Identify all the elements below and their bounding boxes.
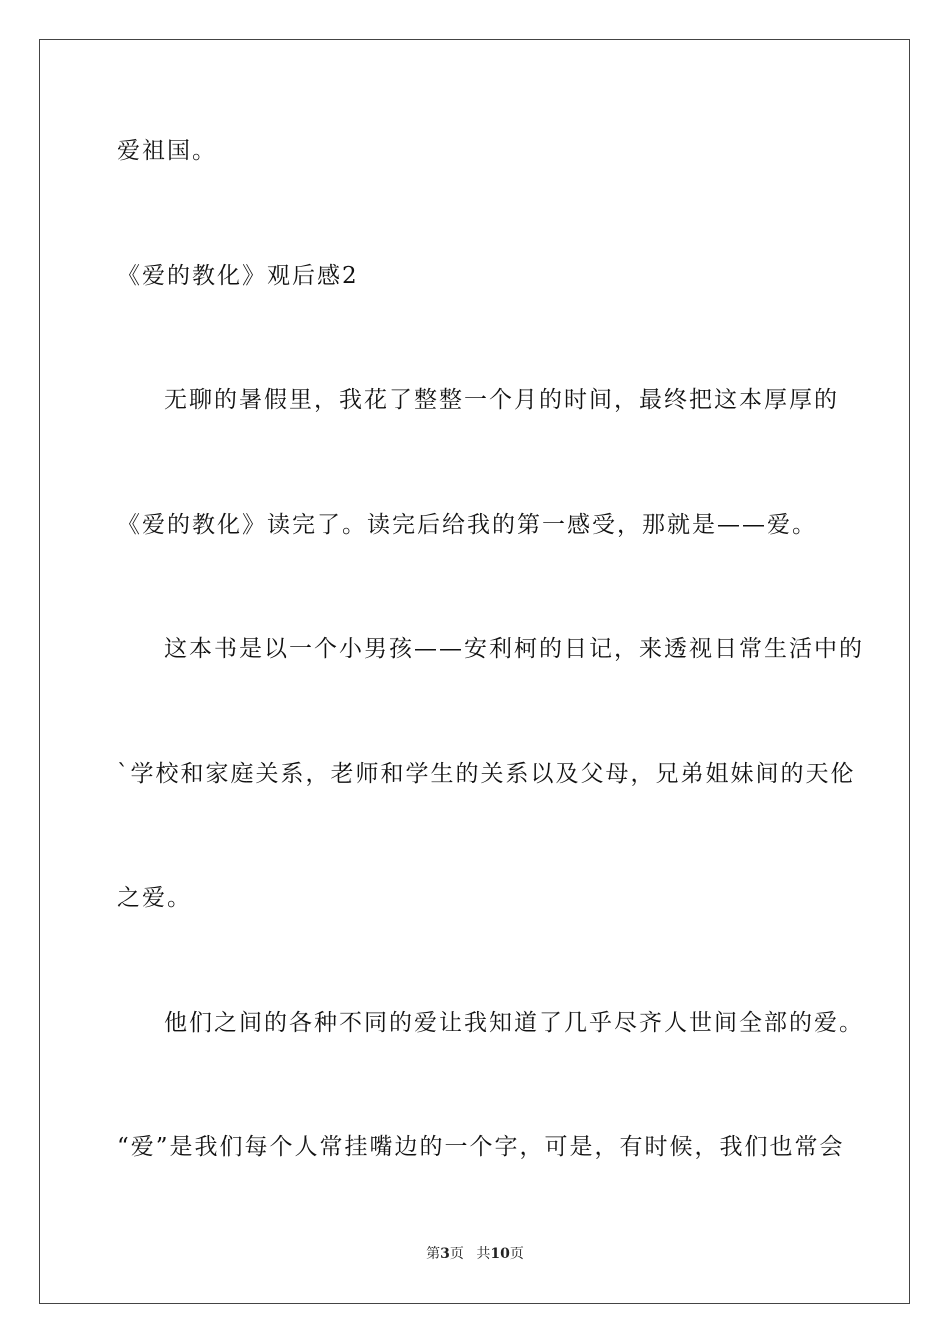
page-suffix: 页	[449, 1246, 464, 1262]
page-indicator	[426, 1246, 464, 1262]
text-line-8: 他们之间的各种不同的爱让我知道了几乎尽齐人世间全部的爱。	[164, 1010, 864, 1036]
total-suffix: 页	[509, 1246, 524, 1262]
page-footer	[0, 1245, 950, 1263]
page-number: 3	[440, 1246, 450, 1262]
text-line-5: 这本书是以一个小男孩——安利柯的日记，来透视日常生活中的	[164, 636, 864, 662]
total-indicator	[476, 1246, 523, 1262]
text-line-1: 爱祖国。	[117, 138, 217, 164]
text-line-6: `学校和家庭关系，老师和学生的关系以及父母，兄弟姐妹间的天伦	[117, 761, 856, 787]
text-line-3: 无聊的暑假里，我花了整整一个月的时间，最终把这本厚厚的	[164, 387, 839, 413]
section-heading: 《爱的教化》观后感2	[117, 263, 359, 289]
page-prefix: 第	[426, 1246, 441, 1262]
total-prefix: 共	[476, 1246, 491, 1262]
text-line-7: 之爱。	[117, 885, 192, 911]
total-pages: 10	[490, 1246, 510, 1262]
page-border	[39, 39, 910, 1304]
text-line-9: “爱”是我们每个人常挂嘴边的一个字，可是，有时候，我们也常会	[117, 1134, 845, 1160]
text-line-4: 《爱的教化》读完了。读完后给我的第一感受，那就是——爱。	[117, 512, 817, 538]
